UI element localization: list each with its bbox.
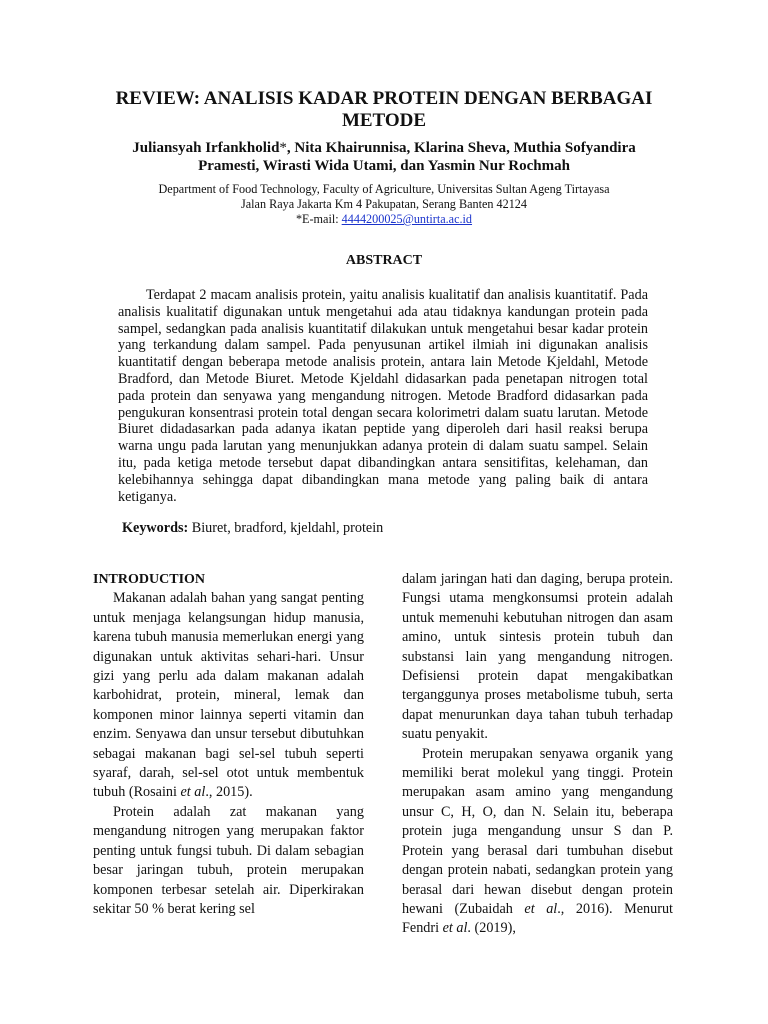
affiliation [80,182,688,227]
authors-line-1 [80,139,688,157]
left-column [93,570,364,919]
abstract-body: Terdapat 2 macam analisis protein, yaitu analisis kualitatif dan analisis kuantitatif. Pada analisis kualitatif digunakan untuk mengetahui ada atau tidaknya kandungan protein pada sampel, sedangkan pada analisis kuantitatif dilakukan untuk mengetahui besar kadar protein yang terkandung dalam sampel. Pada penyusunan artikel ilmiah ini digunakan analisis kuantitatif dengan beberapa metode analisis protein, antara lain Metode Kjeldahl, Metode Bradford, dan Metode Biuret. Metode Kjeldahl didasarkan pada penetapan nitrogen total pada protein dan senyawa yang mengandung nitrogen. Metode Bradford didasarkan pada pengukuran konsentrasi protein total dengan secara kolorimetri dalam suatu larutan. Metode Biuret didadasarkan pada adanya ikatan peptide yang diperoleh dari hasil reaksi berupa warna ungu pada larutan yang menunjukkan adanya protein di dalam suatu sampel. Selain itu, pada ketiga metode tersebut dapat dibandingkan antara sensitifitas, kelehaman, dan kelebihannya sehingga dapat dibandingkan mana metode yang paling baik di antara ketiganya. [118,287,648,505]
paper-title [80,88,688,132]
authors-line-2: Pramesti, Wirasti Wida Utami, dan Yasmin Nur Rochmah [198,158,570,174]
abstract-heading: ABSTRACT [345,253,423,268]
title-line-1: REVIEW: ANALISIS KADAR PROTEIN DENGAN BERBAGAI [115,88,653,109]
co-authors-1: , Nita Khairunnisa, Klarina Sheva, Muthia Sofyandira [286,140,636,156]
corresponding-star: * [279,140,287,156]
email-link[interactable]: 4444200025@untirta.ac.id [341,212,473,226]
intro-paragraph-3: Protein merupakan senyawa organik yang memiliki berat molekul yang tinggi. Protein merupakan asam amino yang mengandung unsur C, H, O, dan N. Selain itu, beberapa protein juga mengandung unsur S dan P. Protein yang berasal dari tumbuhan disebut dengan protein nabati, sedangkan protein yang berasal dari hewan disebut dengan protein hewani (Zubaidah et al., 2016). Menurut Fendri et al. (2019), [402,745,673,937]
intro-paragraph-1: Makanan adalah bahan yang sangat penting untuk menjaga kelangsungan hidup manusia, karena tubuh manusia memerlukan energi yang digunakan untuk aktivitas sehari-hari. Unsur gizi yang perlu ada dalam makanan adalah karbohidrat, protein, mineral, lemak dan komponen minor lainnya seperti vitamin dan enzim. Senyawa dan unsur tersebut dibutuhkan sebagai makanan bagi sel-sel tubuh seperti syaraf, darah, sel-sel otot untuk membentuk tubuh (Rosaini et al., 2015). [93,590,364,801]
title-line-2: METODE [341,110,427,131]
intro-paragraph-2: Protein adalah zat makanan yang mengandung nitrogen yang merupakan faktor penting untuk fungsi tubuh. Di dalam sebagian besar jaringan tubuh, protein merupakan komponen terbesar setelah air. Diperkirakan sekitar 50 % berat kering sel [93,803,364,917]
corresponding-author: Juliansyah Irfankholid [132,140,280,156]
intro-paragraph-2-cont: dalam jaringan hati dan daging, berupa protein. Fungsi utama mengkonsumsi protein adalah untuk memenuhi kebutuhan nitrogen dan asam amino, untuk sintesis protein tubuh dan substansi lain yang mengandung nitrogen. Defisiensi protein dapat mengakibatkan terganggunya proses metabolisme tubuh, serta dapat menurunkan daya tahan tubuh terhadap suatu penyakit. [402,571,673,743]
keywords-list: Biuret, bradford, kjeldahl, protein [188,520,384,536]
keywords [122,520,383,537]
right-column [402,570,673,939]
email-label: *E-mail: [295,212,342,226]
introduction-heading: INTRODUCTION [93,572,206,587]
keywords-label: Keywords: [122,520,189,536]
affiliation-line-2: Jalan Raya Jakarta Km 4 Pakupatan, Serang Banten 42124 [241,197,527,211]
email-line [80,212,688,227]
author-list [80,139,688,175]
affiliation-line-1: Department of Food Technology, Faculty of Agriculture, Universitas Sultan Ageng Tirtayasa [158,182,610,196]
